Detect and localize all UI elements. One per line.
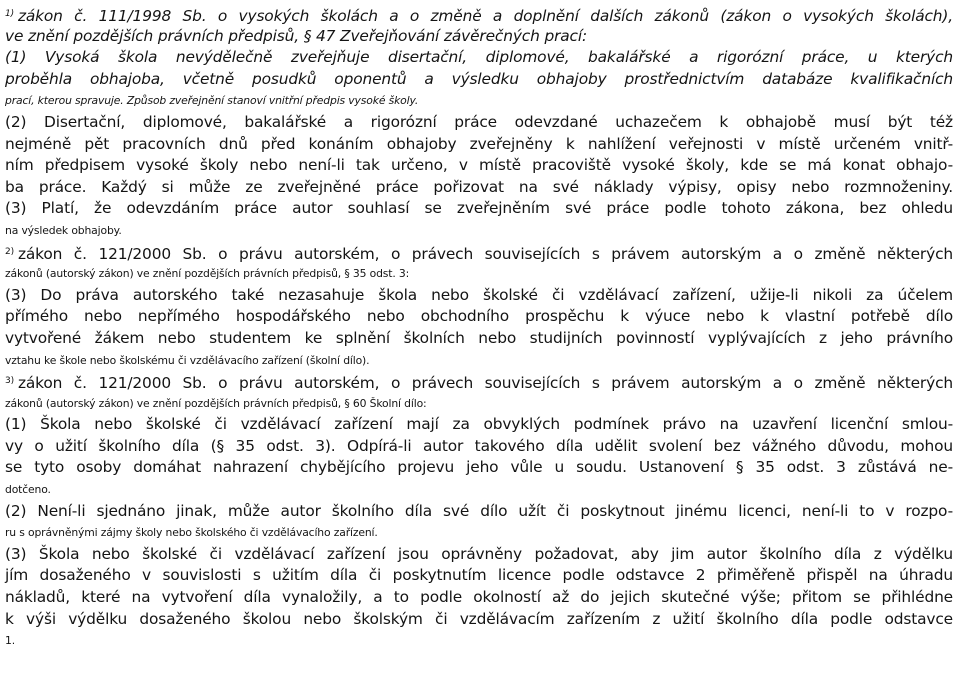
footnote-line: zákonů (autorský zákon) ve znění pozdějších právních předpisů, § 35 odst. 3: [5,267,410,281]
footnote-line: se tyto osoby domáhat nahrazení chybějícího projevu jeho vůle u soudu. Ustanovení § 35 odst. 3 zůstává ne- [5,458,953,477]
footnote-line: (3) Do práva autorského také nezasahuje škola nebo školské či vzdělávací zařízení, užije-li nikoli za účelem [5,285,953,304]
footnote-line: nákladů, které na vytvoření díla vynaložily, a to podle okolností až do jejich skutečné výše; přitom se přihlédne [5,588,953,607]
footnote-1 [5,4,960,242]
footnote-line: dotčeno. [5,483,51,497]
footnote-line: $^{1)}$ zákon č. 111/1998 Sb. o vysokých školách a o změně a doplnění dalších zákonů (zákon o vysokých školách), [5,7,953,25]
footnote-2 [5,242,960,372]
footnote-marker: 2) [5,246,14,257]
footnote-line: (3) Platí, že odevzdáním práce autor souhlasí se zveřejněním své práce podle tohoto zákona, bez ohledu [5,199,953,218]
footnote-3 [5,371,960,652]
footnote-line: zákonů (autorský zákon) ve znění pozdějších právních předpisů, § 60 Školní dílo: [5,396,427,410]
footnote-line: 1. [5,634,16,648]
footnote-line: jím dosaženého v souvislosti s užitím díla či poskytnutím licence podle odstavce 2 přiměřeně přispěl na úhradu [5,566,953,585]
footnote-line: prací, kterou spravuje. Způsob zveřejnění stanoví vnitřní předpis vysoké školy. [5,94,419,108]
footnote-line: (2) Není-li sjednáno jinak, může autor školního díla své dílo užít či poskytnout jinému licenci, není-li to v rozpo- [5,501,953,520]
footnote-line: ve znění pozdějších právních předpisů, § 47 Zveřejňování závěrečných prací: [5,26,587,45]
footnote-line: $^{2)}$ zákon č. 121/2000 Sb. o právu autorském, o právech souvisejících s právem autorským a o změně některých [5,244,953,263]
footnote-line: k výši výdělku dosaženého školou nebo školským či vzdělávacím zařízením z užití školního díla podle odstavce [5,609,953,628]
footnote-line: (2) Disertační, diplomové, bakalářské a rigorózní práce odevzdané uchazečem k obhajobě musí být též [5,112,953,131]
footnote-line: vy o užití školního díla (§ 35 odst. 3). Odpírá-li autor takového díla udělit svolení bez vážného důvodu, mohou [5,436,953,455]
footnote-line: nejméně pět pracovních dnů před konáním obhajoby zveřejněny k nahlížení veřejnosti v místě určeném vnitř- [5,134,953,153]
footnote-line: (1) Vysoká škola nevýdělečně zveřejňuje disertační, diplomové, bakalářské a rigorózní práce, u kterých [5,48,953,67]
footnote-line: na výsledek obhajoby. [5,223,122,237]
footnote-line: $^{3)}$ zákon č. 121/2000 Sb. o právu autorském, o právech souvisejících s právem autorským a o změně některých [5,374,953,393]
footnote-line: vytvořené žákem nebo studentem ke splnění školních nebo studijních povinností vyplývajících z jeho právního [5,328,953,347]
footnote-line: vztahu ke škole nebo školskému či vzdělávacího zařízení (školní dílo). [5,353,370,367]
footnote-marker: 3) [5,376,14,387]
footnote-line: ru s oprávněnými zájmy školy nebo školského či vzdělávacího zařízení. [5,526,378,540]
footnote-line: ním předpisem vysoké školy nebo není-li tak určeno, v místě pracoviště vysoké školy, kde se má konat obhajo- [5,156,953,175]
footnote-line: proběhla obhajoba, včetně posudků oponentů a výsledku obhajoby prostřednictvím databáze kvalifikačních [5,69,953,88]
footnote-line: (3) Škola nebo školské či vzdělávací zařízení jsou oprávněny požadovat, aby jim autor školního díla z výdělku [5,544,953,563]
footnote-line: přímého nebo nepřímého hospodářského nebo obchodního prospěchu k výuce nebo k vlastní potřebě dílo [5,307,953,326]
footnote-line: (1) Škola nebo školské či vzdělávací zařízení mají za obvyklých podmínek právo na uzavření licenční smlou- [5,415,953,434]
footnote-marker: 1) [5,9,14,19]
footnote-line: ba práce. Každý si může ze zveřejněné práce pořizovat na své náklady výpisy, opisy nebo rozmnoženiny. [5,177,953,196]
